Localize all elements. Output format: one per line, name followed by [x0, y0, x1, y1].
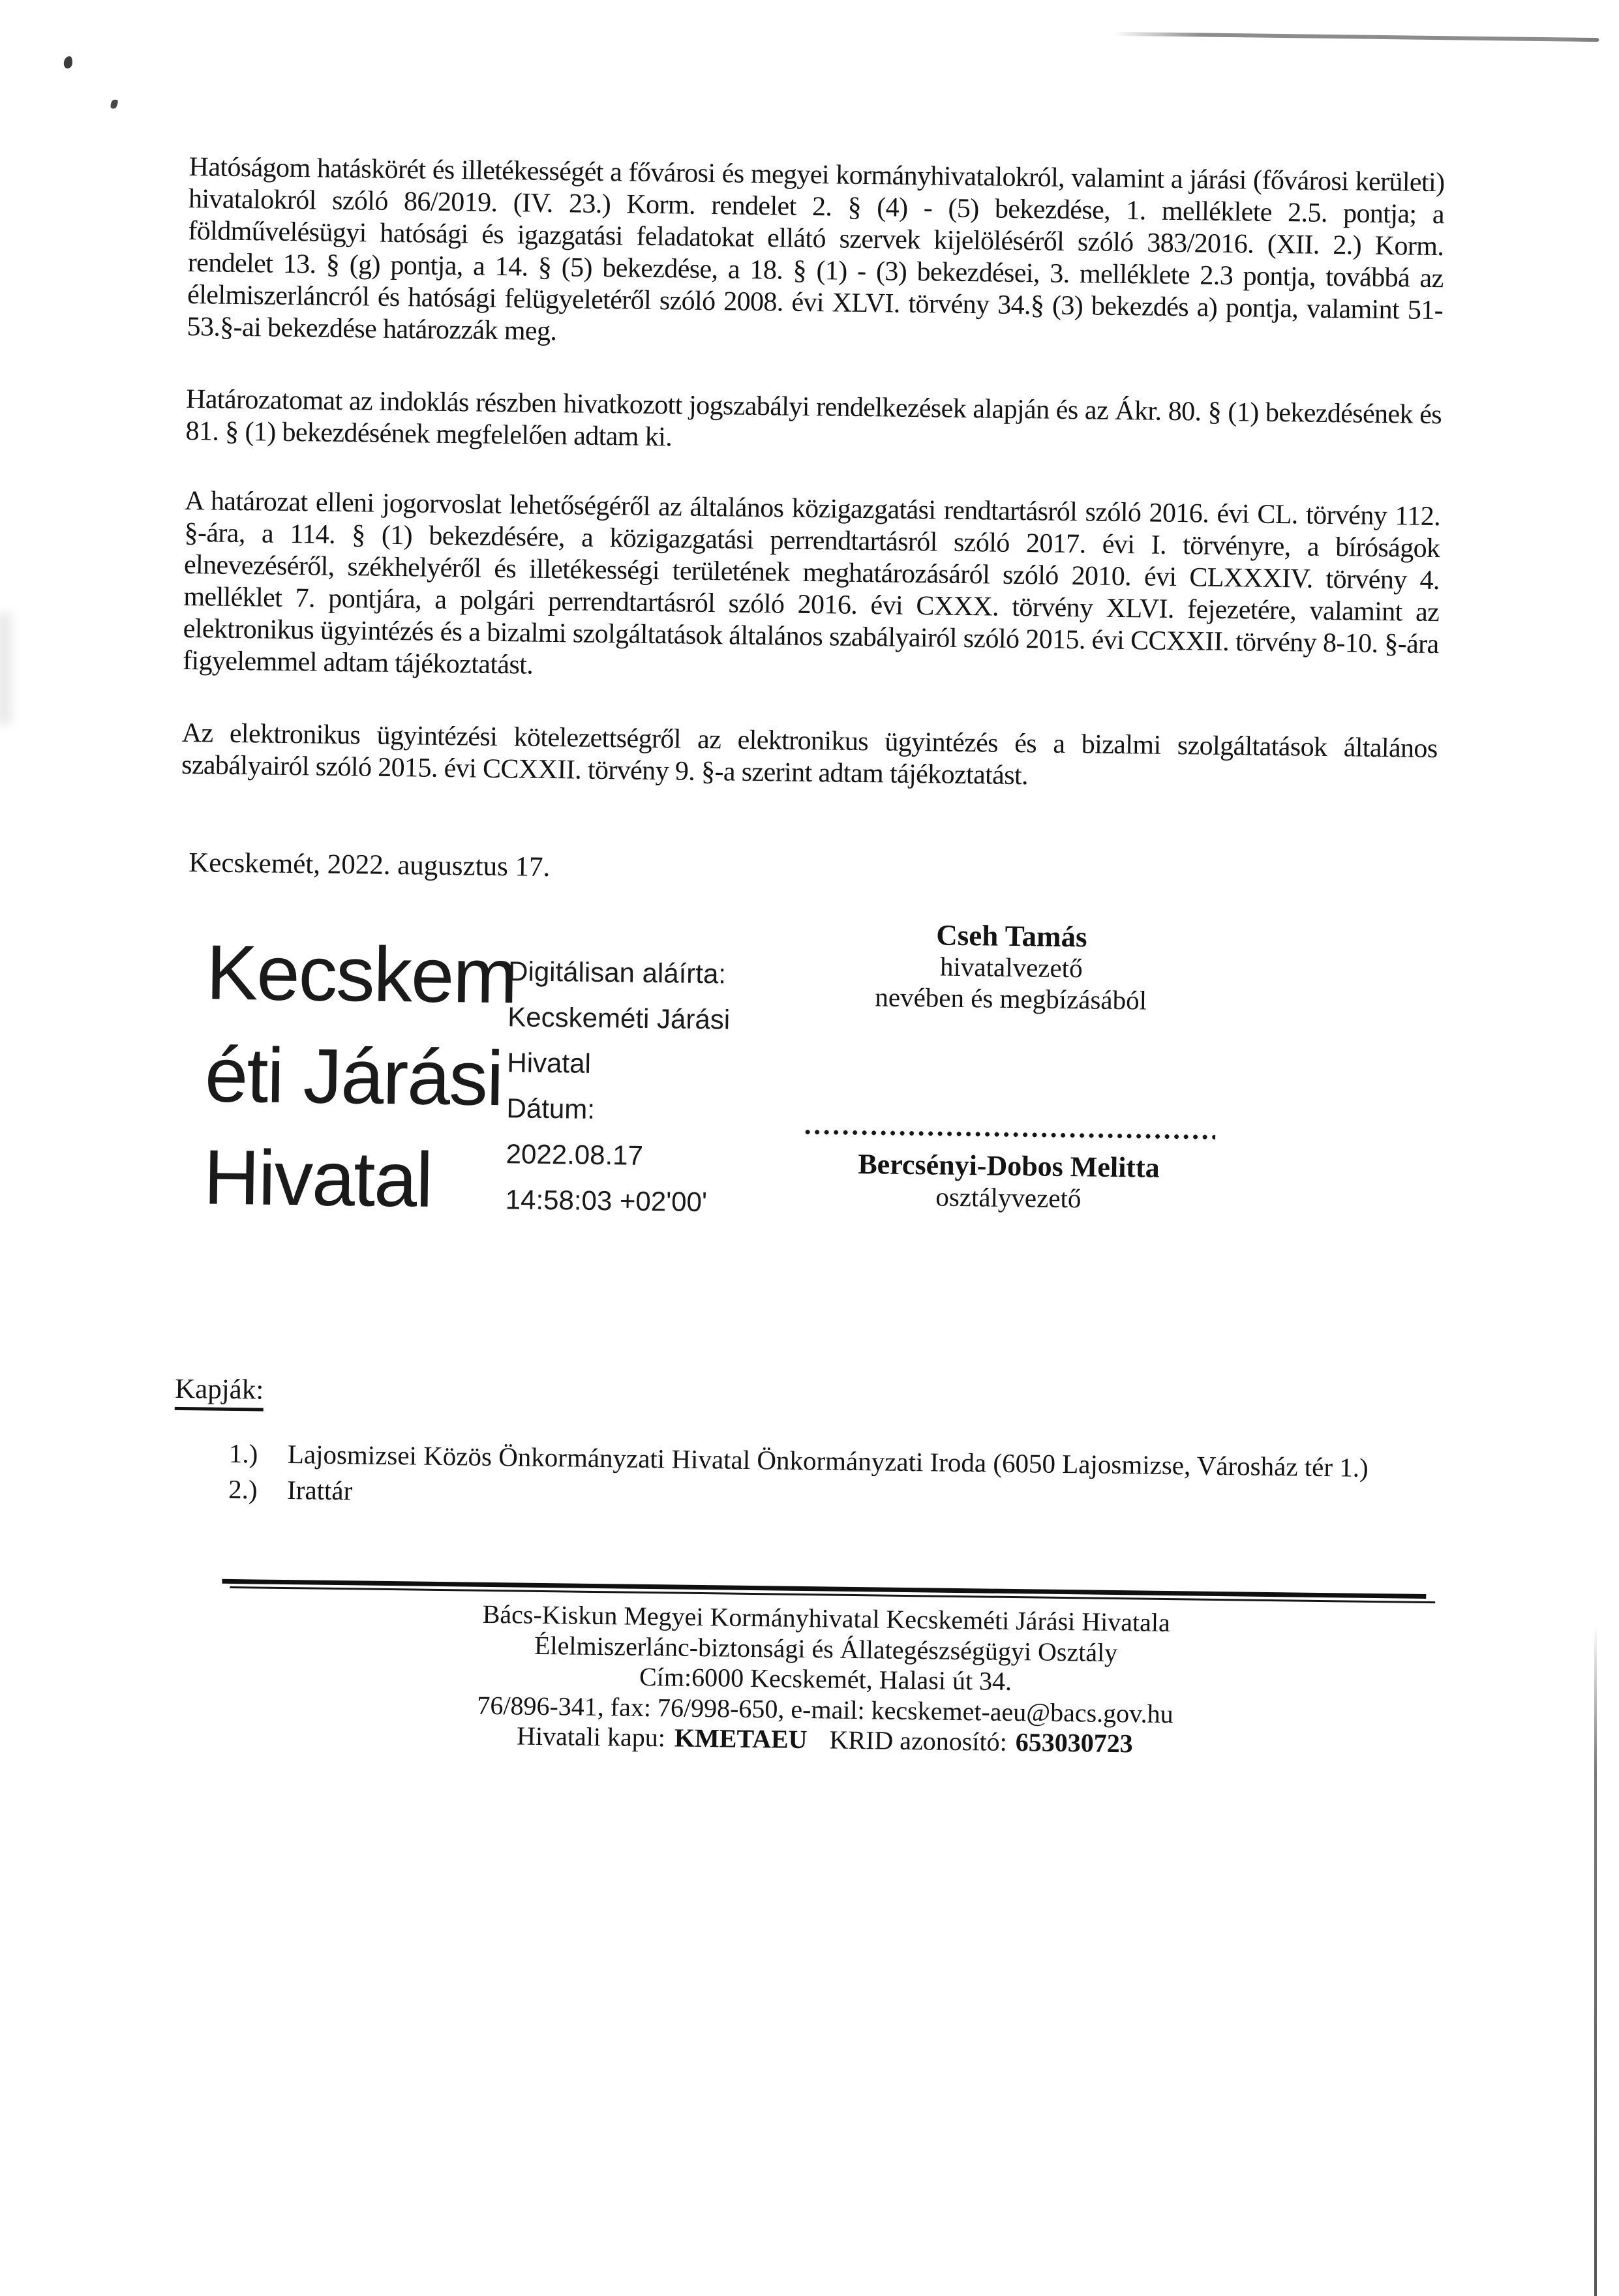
distribution-list: [228, 1436, 1442, 1522]
krid-value: 653030723: [1015, 1727, 1134, 1759]
signer-name: Bercsényi-Dobos Melitta: [858, 1148, 1160, 1184]
on-behalf-text: nevében és megbízásából: [875, 982, 1147, 1016]
stamp-name-line: Kecskem: [205, 929, 517, 1020]
stamp-detail-line: Dátum:: [506, 1093, 596, 1125]
stamp-name-line: Hivatal: [203, 1134, 432, 1224]
office-footer: [202, 1595, 1449, 1762]
place-and-date-line: Kecskemét, 2022. augusztus 17.: [188, 847, 551, 883]
distribution-item-number: 2.): [228, 1473, 258, 1505]
footer-contact: 76/896-341, fax: 76/998-650, e-mail: kecskemet-aeu@bacs.gov.hu: [477, 1690, 1173, 1729]
signature-block: [802, 918, 1218, 1216]
scan-smudge: [0, 613, 12, 724]
gateway-label: Hivatali kapu:: [516, 1721, 666, 1753]
distribution-item-text: Lajosmizsei Közös Önkormányzati Hivatal Önkormányzati Iroda (6050 Lajosmizse, Városház tér 1.): [287, 1439, 1369, 1483]
legal-paragraph-jurisdiction: Hatóságom hatáskörét és illetékességét a fővárosi és megyei kormányhivatalokról, valamint a járási (fővárosi kerületi) hivatalokról szóló 86/2019. (IV. 23.) Korm. rendelet 2. § (4) - (5) bekezdése, 1. melléklete 2.5. pontja; a földművelésügyi hatósági és igazgatási feladatokat ellátó szervek kijelöléséről szóló 383/2016. (XII. 2.) Korm. rendelet 13. § (g) pontja, a 14. § (5) bekezdése, a 18. § (1) - (3) bekezdései, 3. melléklete 2.3 pontja, továbbá az élelmiszerláncról és hatósági felügyeletéről szóló 2008. évi XLVI. törvény 34.§ (3) bekezdés a) pontja, valamint 51-53.§-ai bekezdése határozzák meg.: [187, 151, 1445, 347]
distribution-item-text: Irattár: [286, 1475, 353, 1506]
distribution-item-number: 1.): [228, 1438, 258, 1469]
principal-name: Cseh Tamás: [935, 918, 1087, 954]
stamp-name-line: éti Járási: [204, 1031, 504, 1123]
legal-paragraph-appeal-info: A határozat elleni jogorvoslat lehetőségéről az általános közigazgatási rendtartásról szóló 2016. évi CL. törvény 112. §-ára, a 114. § (1) bekezdésére, a közigazgatási perrendtartásról szóló 2017. évi I. törvényre, a bíróságok elnevezéséről, székhelyéről és illetékességi területének meghatározásáról szóló 2010. évi CLXXXIV. törvény 4. melléklet 7. pontjára, a polgári perrendtartásról szóló 2016. évi CXXX. törvény XLVI. fejezetére, valamint az elektronikus ügyintézés és a bizalmi szolgáltatások általános szabályairól szóló 2015. évi CCXXII. törvény 8-10. §-ára figyelemmel adtam tájékoztatást.: [182, 485, 1441, 680]
scan-artifact-line: [1113, 32, 1599, 42]
footer-office-name: Bács-Kiskun Megyei Kormányhivatal Kecskeméti Járási Hivatala: [482, 1599, 1171, 1638]
footer-department: Élelmiszerlánc-biztonsági és Állategészségügyi Osztály: [534, 1630, 1118, 1667]
legal-paragraph-decision-basis: Határozatomat az indoklás részben hivatkozott jogszabályi rendelkezések alapján és az Ákr. 80. § (1) bekezdésének és 81. § (1) bekezdésének megfelelően adtam ki.: [185, 384, 1442, 453]
signer-title: osztályvezető: [935, 1181, 1082, 1214]
krid-label: KRID azonosító:: [829, 1725, 1008, 1757]
footer-address: Cím:6000 Kecskemét, Halasi út 34.: [639, 1661, 1012, 1697]
stamp-detail-line: 14:58:03 +02'00': [505, 1184, 708, 1218]
principal-title: hivatalvezető: [939, 951, 1083, 984]
stamp-detail-line: Digitálisan aláírta:: [507, 956, 727, 989]
stamp-detail-line: Hivatal: [507, 1047, 592, 1079]
digital-signature-stamp-details: [505, 948, 795, 1226]
signature-dotted-line: [803, 1129, 1215, 1140]
scan-edge-line: [1594, 1624, 1597, 2296]
stamp-detail-line: Kecskeméti Járási: [507, 1001, 731, 1035]
distribution-heading: Kapják:: [175, 1374, 264, 1412]
legal-paragraph-e-administration: Az elektronikus ügyintézési kötelezettségről az elektronikus ügyintézés és a bizalmi szolgáltatások általános szabályairól szóló 2015. évi CCXXII. törvény 9. §-a szerint adtam tájékoztatást.: [181, 718, 1438, 791]
stamp-detail-line: 2022.08.17: [506, 1138, 644, 1171]
gateway-value: KMETAEU: [674, 1723, 808, 1755]
